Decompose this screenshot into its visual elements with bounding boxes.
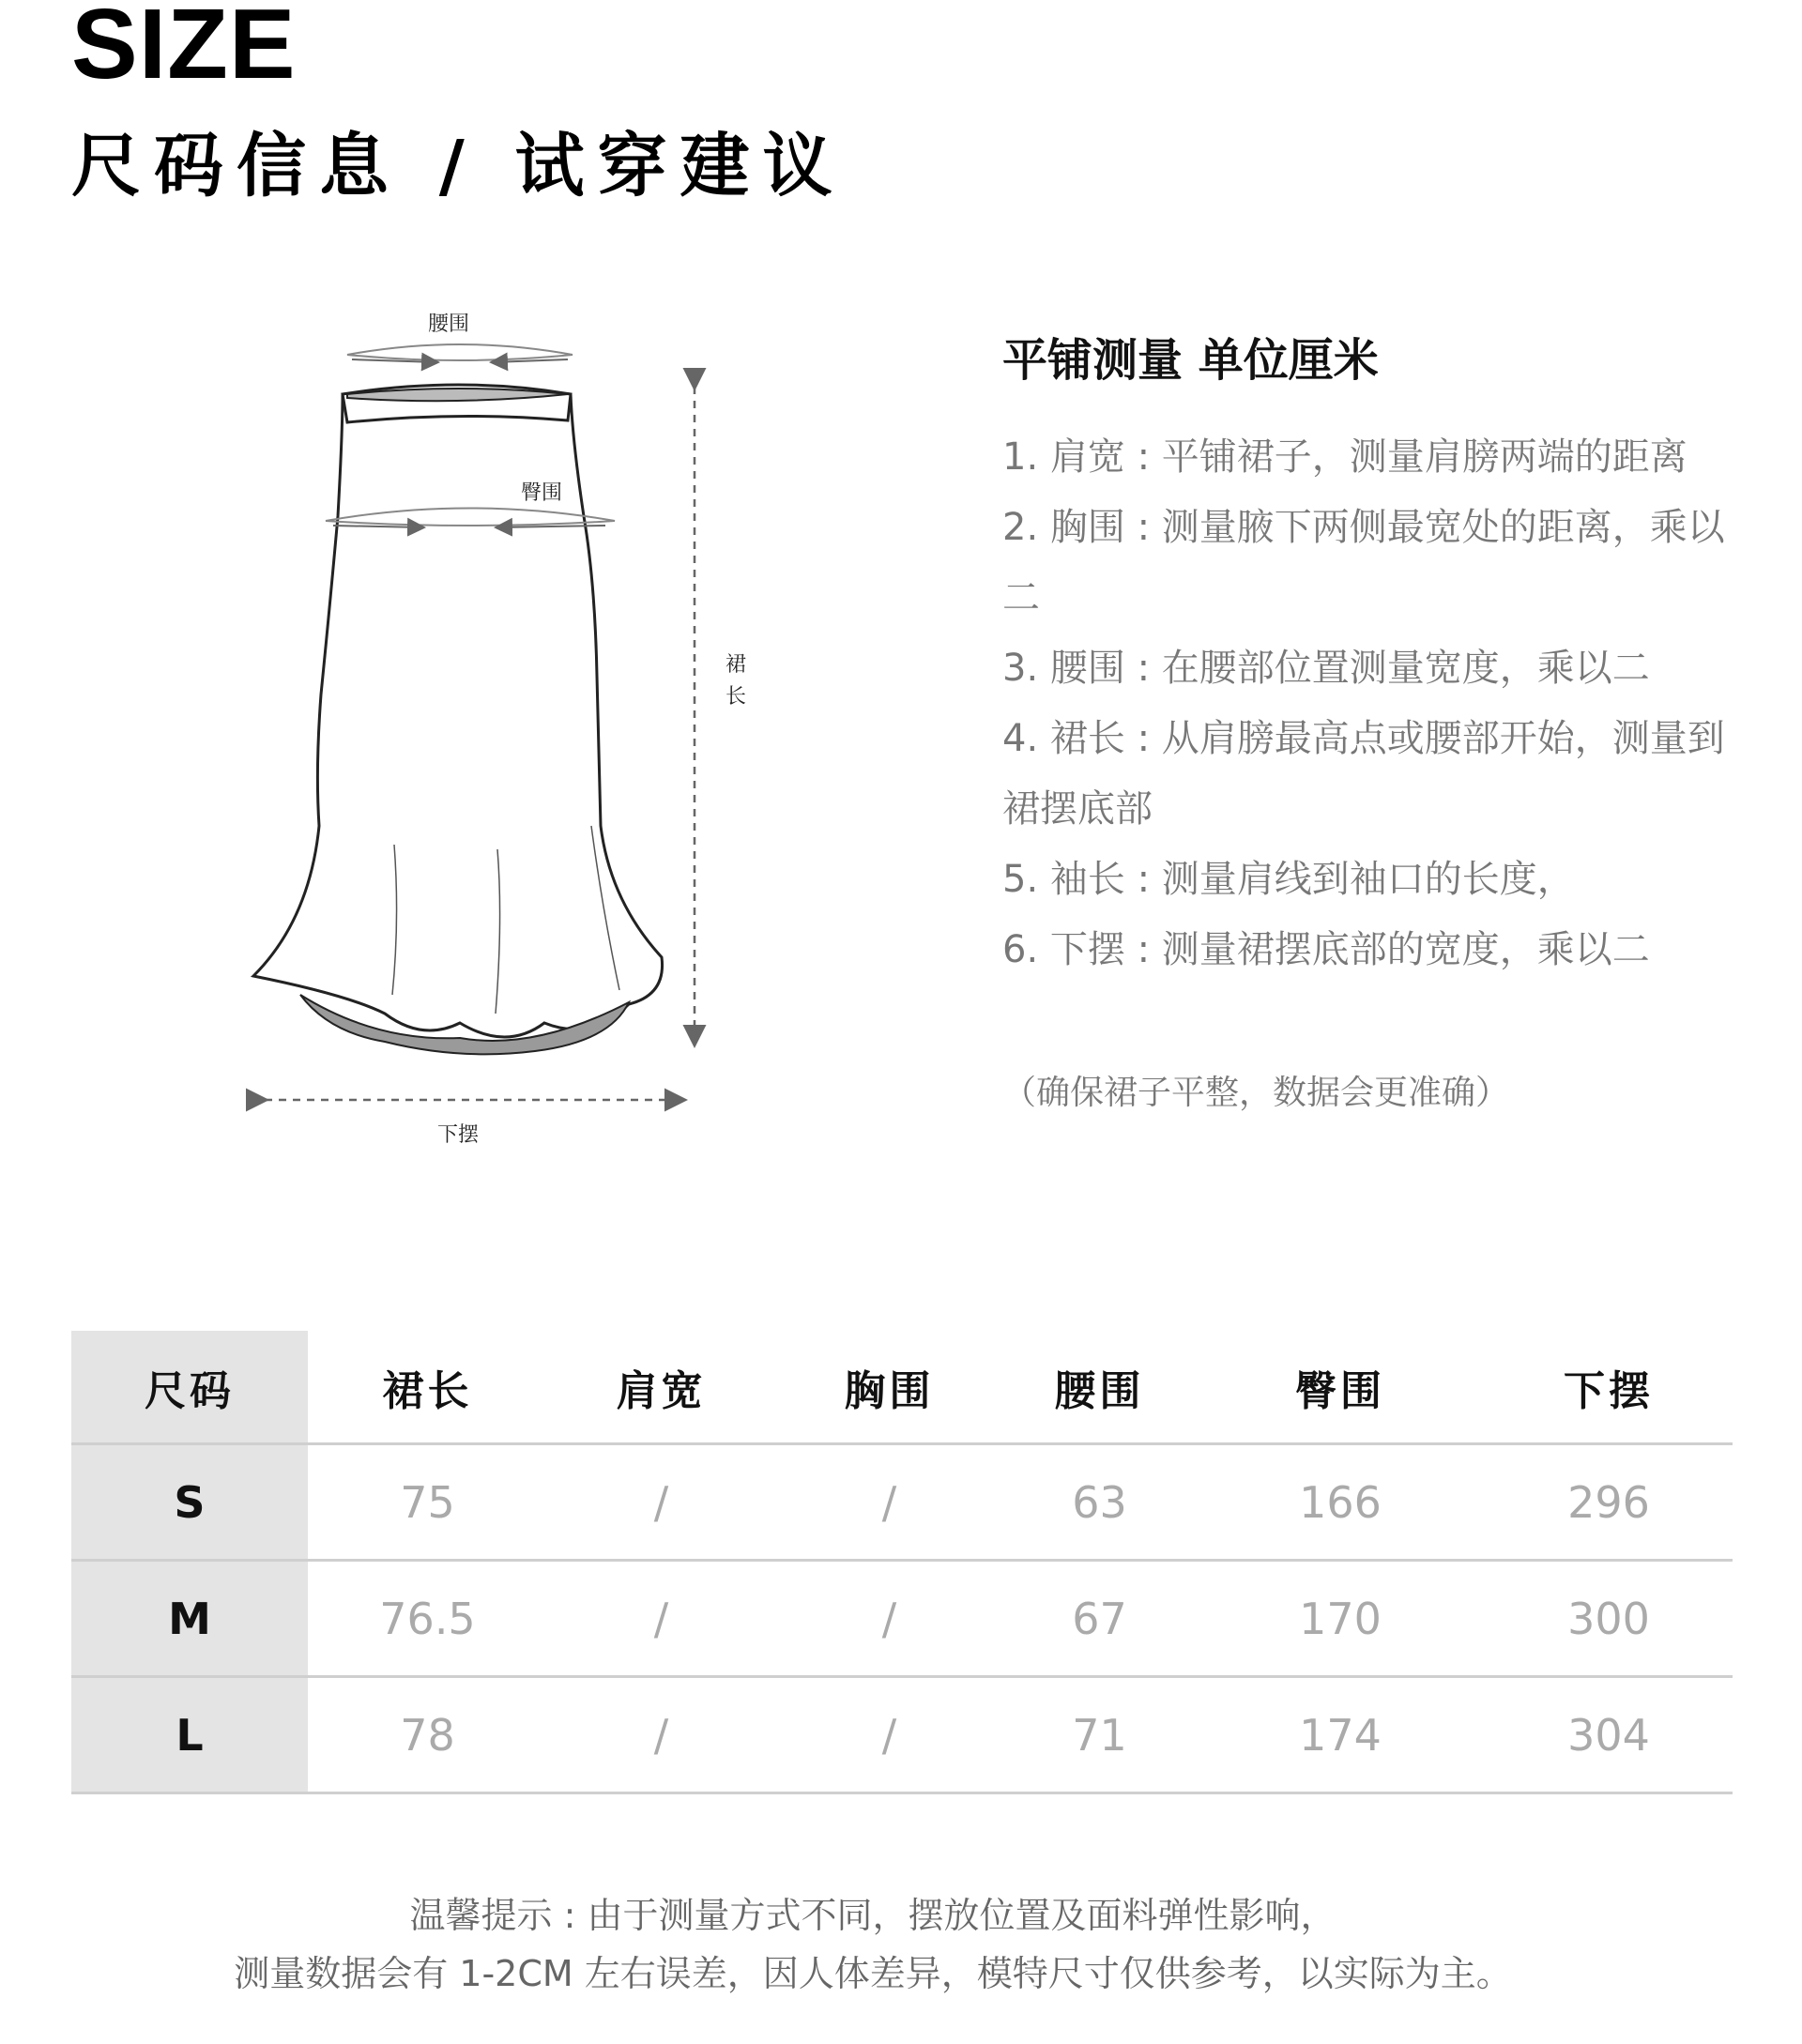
header-hem: 下摆 — [1564, 1366, 1654, 1415]
table-row — [71, 1562, 1733, 1678]
cell-hip: 174 — [1299, 1709, 1382, 1761]
cell-shoulder: / — [653, 1476, 669, 1528]
footer-line-2: 测量数据会有 1-2CM 左右误差，因人体差异，模特尺寸仅供参考，以实际为主。 — [234, 1953, 1512, 1994]
header-length: 裙长 — [382, 1366, 473, 1415]
notes-tip: （确保裙子平整，数据会更准确） — [1002, 1074, 1510, 1112]
cell-chest: / — [881, 1593, 897, 1644]
note-item: 4. 裙长 : 从肩膀最高点或腰部开始，测量到裙摆底部 — [1002, 717, 1725, 831]
notes-title: 平铺测量 单位厘米 — [1002, 334, 1379, 387]
header-hip: 臀围 — [1295, 1366, 1385, 1415]
cell-length: 75 — [400, 1476, 455, 1528]
cell-length: 78 — [400, 1709, 455, 1761]
cell-waist: 67 — [1072, 1593, 1127, 1644]
skirt-diagram — [235, 300, 760, 1164]
table-row — [71, 1678, 1733, 1794]
label-hip: 臀围 — [521, 481, 563, 505]
cell-hip: 166 — [1299, 1476, 1382, 1528]
footer-line-1: 温馨提示 : 由于测量方式不同，摆放位置及面料弹性影响， — [409, 1895, 1336, 1936]
page-title-en: SIZE — [71, 0, 297, 99]
label-length — [725, 649, 747, 713]
cell-hem: 304 — [1567, 1709, 1650, 1761]
cell-size: M — [71, 1562, 308, 1675]
size-table — [71, 1331, 1733, 1794]
note-item: 5. 袖长 : 测量肩线到袖口的长度， — [1002, 858, 1575, 901]
table-row — [71, 1445, 1733, 1562]
cell-hem: 300 — [1567, 1593, 1650, 1644]
header-size: 尺码 — [71, 1331, 308, 1442]
header-shoulder: 肩宽 — [616, 1366, 707, 1415]
note-item: 3. 腰围 : 在腰部位置测量宽度，乘以二 — [1002, 647, 1650, 690]
waist-arrows — [347, 344, 573, 362]
table-header-row — [71, 1331, 1733, 1445]
measurement-notes — [1002, 324, 1734, 1114]
cell-size: L — [71, 1678, 308, 1792]
note-item: 2. 胸围 : 测量腋下两侧最宽处的距离，乘以二 — [1002, 506, 1725, 619]
label-length-char-1: 裙 — [725, 653, 746, 677]
cell-length: 76.5 — [379, 1593, 476, 1644]
cell-hem: 296 — [1567, 1476, 1650, 1528]
cell-chest: / — [881, 1709, 897, 1761]
note-item: 1. 肩宽 : 平铺裙子，测量肩膀两端的距离 — [1002, 435, 1687, 479]
footer-note — [0, 1886, 1746, 2003]
label-hem: 下摆 — [437, 1123, 480, 1147]
note-item: 6. 下摆 : 测量裙摆底部的宽度，乘以二 — [1002, 928, 1650, 971]
skirt-illustration — [235, 300, 760, 1164]
label-length-char-2: 长 — [725, 685, 746, 709]
cell-shoulder: / — [653, 1709, 669, 1761]
header-chest: 胸围 — [844, 1366, 935, 1415]
cell-hip: 170 — [1299, 1593, 1382, 1644]
page-title-cn: 尺码信息 / 试穿建议 — [71, 126, 846, 206]
skirt-body — [253, 390, 663, 1037]
cell-shoulder: / — [653, 1593, 669, 1644]
cell-chest: / — [881, 1476, 897, 1528]
cell-waist: 71 — [1072, 1709, 1127, 1761]
label-waist: 腰围 — [428, 313, 470, 336]
cell-size: S — [71, 1445, 308, 1559]
cell-waist: 63 — [1072, 1476, 1127, 1528]
header-waist: 腰围 — [1054, 1366, 1145, 1415]
notes-list — [1002, 422, 1734, 985]
